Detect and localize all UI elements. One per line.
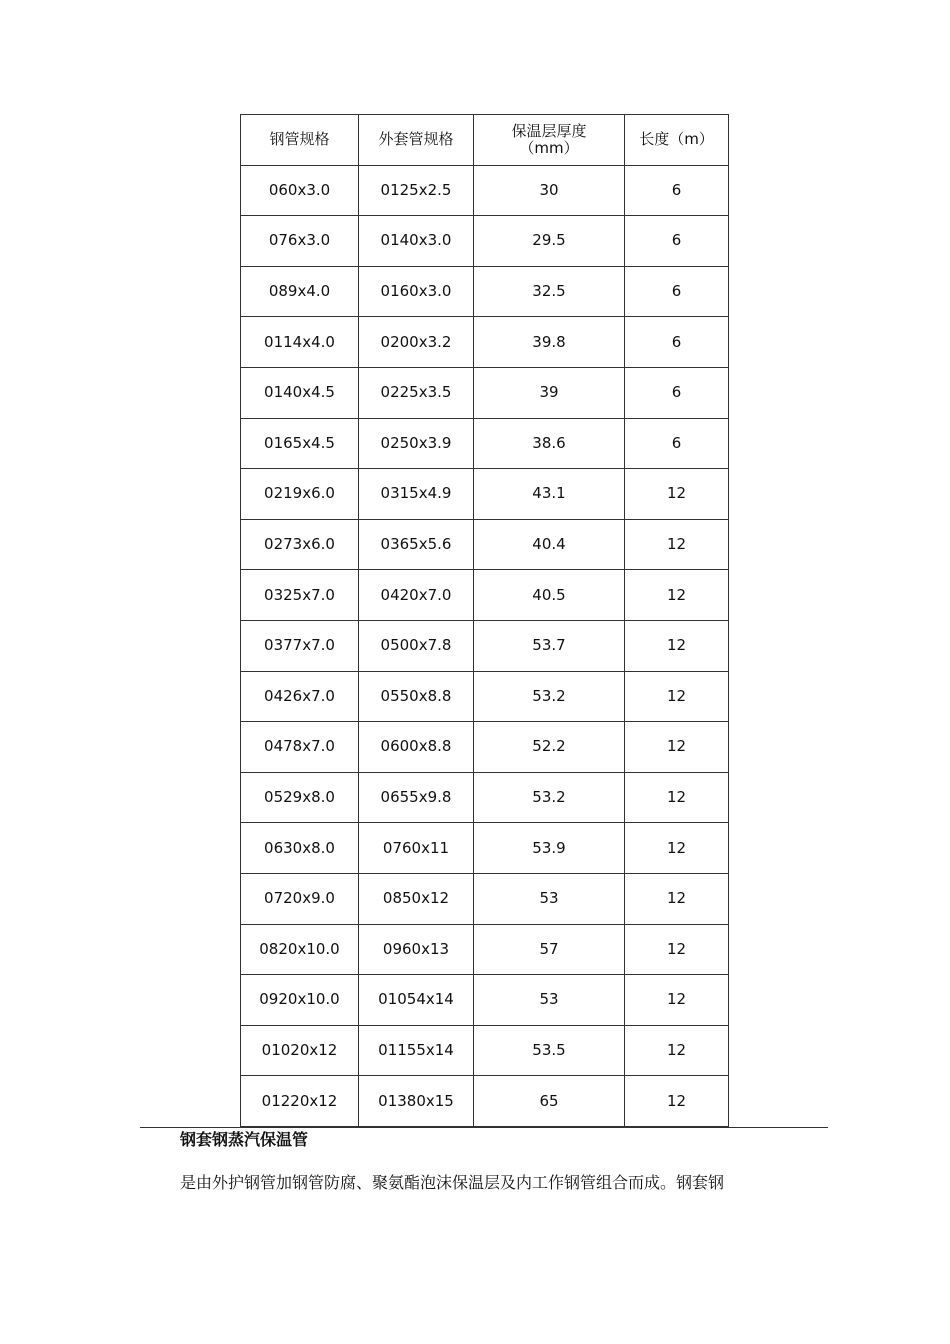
length-cell: 12 — [625, 823, 729, 874]
insulation-thickness-cell: 53.2 — [474, 772, 625, 823]
steel-pipe-spec-cell: 0630x8.0 — [241, 823, 359, 874]
table-row — [241, 570, 729, 621]
insulation-thickness-cell: 38.6 — [474, 418, 625, 469]
steel-pipe-spec-cell: 0478x7.0 — [241, 722, 359, 773]
table-row — [241, 1076, 729, 1127]
table-row — [241, 975, 729, 1026]
table-row — [241, 469, 729, 520]
outer-pipe-spec-cell: 01380x15 — [359, 1076, 474, 1127]
steel-pipe-spec-cell: 0720x9.0 — [241, 873, 359, 924]
outer-pipe-spec-cell: 0225x3.5 — [359, 367, 474, 418]
table-row — [241, 216, 729, 267]
insulation-thickness-cell: 40.4 — [474, 519, 625, 570]
steel-pipe-spec-cell: 0377x7.0 — [241, 620, 359, 671]
insulation-thickness-cell: 53.2 — [474, 671, 625, 722]
length-cell: 12 — [625, 924, 729, 975]
outer-pipe-spec-cell: 0160x3.0 — [359, 266, 474, 317]
table-row — [241, 772, 729, 823]
length-cell: 12 — [625, 469, 729, 520]
insulation-thickness-cell: 53.5 — [474, 1025, 625, 1076]
header-length: 长度（m） — [625, 115, 729, 166]
table-row — [241, 823, 729, 874]
table-row — [241, 924, 729, 975]
outer-pipe-spec-cell: 0250x3.9 — [359, 418, 474, 469]
outer-pipe-spec-cell: 0760x11 — [359, 823, 474, 874]
insulation-thickness-cell: 32.5 — [474, 266, 625, 317]
steel-pipe-spec-cell: 089x4.0 — [241, 266, 359, 317]
steel-pipe-spec-cell: 0426x7.0 — [241, 671, 359, 722]
header-row — [241, 115, 729, 166]
steel-pipe-spec-cell: 0820x10.0 — [241, 924, 359, 975]
length-cell: 6 — [625, 418, 729, 469]
outer-pipe-spec-cell: 0600x8.8 — [359, 722, 474, 773]
table-row — [241, 317, 729, 368]
outer-pipe-spec-cell: 0140x3.0 — [359, 216, 474, 267]
length-cell: 6 — [625, 266, 729, 317]
insulation-thickness-cell: 43.1 — [474, 469, 625, 520]
table-row — [241, 722, 729, 773]
length-cell: 12 — [625, 671, 729, 722]
steel-pipe-spec-cell: 076x3.0 — [241, 216, 359, 267]
steel-pipe-spec-cell: 0219x6.0 — [241, 469, 359, 520]
outer-pipe-spec-cell: 0200x3.2 — [359, 317, 474, 368]
insulation-thickness-cell: 40.5 — [474, 570, 625, 621]
outer-pipe-spec-cell: 0125x2.5 — [359, 165, 474, 216]
table-row — [241, 418, 729, 469]
length-cell: 12 — [625, 975, 729, 1026]
pipe-spec-table — [240, 114, 729, 1127]
length-cell: 12 — [625, 873, 729, 924]
insulation-thickness-cell: 53.7 — [474, 620, 625, 671]
outer-pipe-spec-cell: 01054x14 — [359, 975, 474, 1026]
insulation-thickness-cell: 53 — [474, 873, 625, 924]
header-outer-pipe-spec: 外套管规格 — [359, 115, 474, 166]
table-row — [241, 873, 729, 924]
table-row — [241, 519, 729, 570]
outer-pipe-spec-cell: 0655x9.8 — [359, 772, 474, 823]
table-header — [241, 115, 729, 166]
steel-pipe-spec-cell: 01220x12 — [241, 1076, 359, 1127]
steel-pipe-spec-cell: 0165x4.5 — [241, 418, 359, 469]
insulation-thickness-cell: 30 — [474, 165, 625, 216]
outer-pipe-spec-cell: 0850x12 — [359, 873, 474, 924]
length-cell: 12 — [625, 620, 729, 671]
outer-pipe-spec-cell: 01155x14 — [359, 1025, 474, 1076]
length-cell: 12 — [625, 1076, 729, 1127]
table-row — [241, 367, 729, 418]
steel-pipe-spec-cell: 0325x7.0 — [241, 570, 359, 621]
section-body-text: 是由外护钢管加钢管防腐、聚氨酯泡沫保温层及内工作钢管组合而成。钢套钢 — [180, 1173, 725, 1192]
insulation-thickness-cell: 65 — [474, 1076, 625, 1127]
steel-pipe-spec-cell: 0114x4.0 — [241, 317, 359, 368]
length-cell: 12 — [625, 1025, 729, 1076]
length-cell: 6 — [625, 367, 729, 418]
outer-pipe-spec-cell: 0365x5.6 — [359, 519, 474, 570]
outer-pipe-spec-cell: 0550x8.8 — [359, 671, 474, 722]
steel-pipe-spec-cell: 0920x10.0 — [241, 975, 359, 1026]
outer-pipe-spec-cell: 0420x7.0 — [359, 570, 474, 621]
outer-pipe-spec-cell: 0960x13 — [359, 924, 474, 975]
divider-line — [140, 1127, 828, 1128]
section-title: 钢套钢蒸汽保温管 — [180, 1130, 309, 1149]
insulation-thickness-cell: 29.5 — [474, 216, 625, 267]
outer-pipe-spec-cell: 0500x7.8 — [359, 620, 474, 671]
header-steel-pipe-spec: 钢管规格 — [241, 115, 359, 166]
table-row — [241, 620, 729, 671]
length-cell: 12 — [625, 519, 729, 570]
table-body — [241, 165, 729, 1126]
insulation-thickness-cell: 53 — [474, 975, 625, 1026]
header-insulation-thickness: 保温层厚度 （mm） — [474, 115, 625, 166]
steel-pipe-spec-cell: 060x3.0 — [241, 165, 359, 216]
insulation-thickness-cell: 39.8 — [474, 317, 625, 368]
insulation-thickness-cell: 53.9 — [474, 823, 625, 874]
steel-pipe-spec-cell: 01020x12 — [241, 1025, 359, 1076]
outer-pipe-spec-cell: 0315x4.9 — [359, 469, 474, 520]
steel-pipe-spec-cell: 0140x4.5 — [241, 367, 359, 418]
table-row — [241, 671, 729, 722]
length-cell: 6 — [625, 165, 729, 216]
length-cell: 12 — [625, 722, 729, 773]
insulation-thickness-cell: 57 — [474, 924, 625, 975]
length-cell: 6 — [625, 317, 729, 368]
steel-pipe-spec-cell: 0273x6.0 — [241, 519, 359, 570]
length-cell: 12 — [625, 570, 729, 621]
length-cell: 6 — [625, 216, 729, 267]
insulation-thickness-cell: 52.2 — [474, 722, 625, 773]
length-cell: 12 — [625, 772, 729, 823]
table-row — [241, 266, 729, 317]
table-row — [241, 165, 729, 216]
insulation-thickness-cell: 39 — [474, 367, 625, 418]
steel-pipe-spec-cell: 0529x8.0 — [241, 772, 359, 823]
table-row — [241, 1025, 729, 1076]
